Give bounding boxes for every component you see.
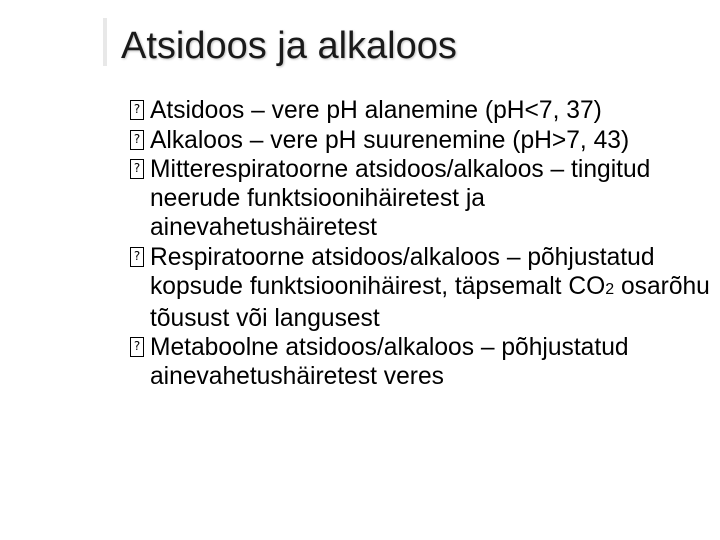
slide-title: Atsidoos ja alkaloos	[121, 25, 457, 67]
bullet-text: Metaboolne atsidoos/alkaloos – põhjustatud ainevahetushäiretest veres	[150, 334, 629, 390]
bullet-item-metaboolne	[130, 333, 715, 391]
co2-subscript: 2	[605, 280, 615, 298]
bullet-text: Atsidoos – vere pH alanemine (pH<7, 37)	[150, 97, 602, 124]
bullet-icon: ?	[130, 159, 144, 179]
bullet-item-mitterespiratoorne	[130, 155, 715, 242]
bullet-item-respiratoorne	[130, 243, 715, 333]
bullet-text-before: Respiratoorne atsidoos/alkaloos – põhjustatud kopsude funktsioonihäirest, täpsemalt CO	[150, 243, 655, 300]
bullet-text: Alkaloos – vere pH suurenemine (pH>7, 43)	[150, 126, 630, 154]
bullet-icon: ?	[130, 130, 144, 150]
bullet-item-atsidoos	[130, 96, 715, 125]
bullet-icon: ?	[130, 337, 144, 357]
bullet-list	[130, 96, 715, 392]
bullet-text	[150, 244, 710, 332]
bullet-item-alkaloos	[130, 126, 715, 155]
title-accent-bar	[103, 18, 107, 66]
bullet-icon: ?	[130, 247, 144, 267]
bullet-text-after: osarõhu tõusust või langusest	[150, 272, 710, 332]
bullet-text: Mitterespiratoorne atsidoos/alkaloos – tingitud neerude funktsioonihäiretest ja ainevahetushäiretest	[150, 156, 651, 241]
bullet-icon: ?	[130, 100, 144, 120]
